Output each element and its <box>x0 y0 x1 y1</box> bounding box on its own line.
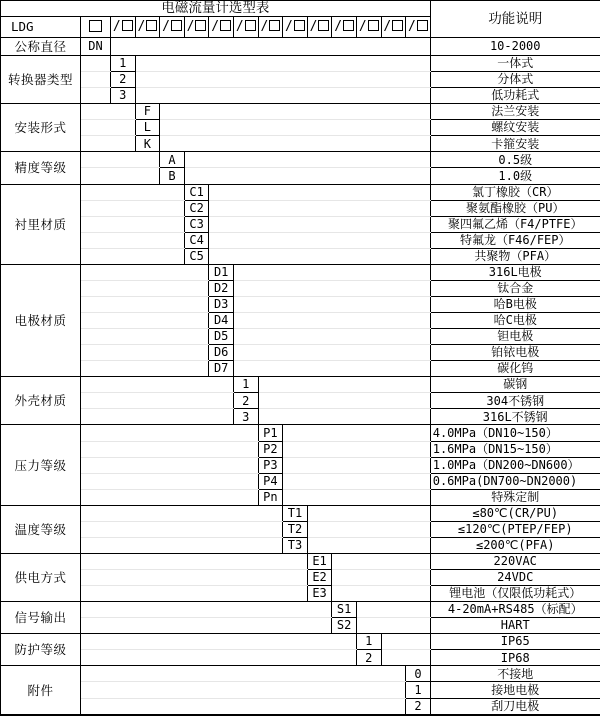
spacer-cell <box>307 521 430 537</box>
option-row <box>1 602 600 618</box>
code-slot <box>258 17 283 38</box>
function-cell: 钛合金 <box>430 280 600 296</box>
spacer-cell <box>356 602 430 618</box>
spacer-cell <box>135 72 430 88</box>
option-row <box>1 393 600 409</box>
option-row <box>1 345 600 361</box>
spacer-cell <box>81 553 308 569</box>
spacer-cell <box>81 682 406 698</box>
code-cell: P1 <box>258 425 283 441</box>
code-cell: 0 <box>406 666 431 682</box>
spacer-cell <box>258 377 430 393</box>
spacer-cell <box>160 104 431 120</box>
code-slot <box>135 17 160 38</box>
code-cell: C3 <box>184 216 209 232</box>
function-cell: 4-20mA+RS485（标配） <box>430 602 600 618</box>
category-label: 压力等级 <box>1 425 81 505</box>
option-row <box>1 457 600 473</box>
category-label: 外壳材质 <box>1 377 81 425</box>
function-cell: 螺纹安装 <box>430 120 600 136</box>
option-row <box>1 152 600 168</box>
spacer-cell <box>81 329 209 345</box>
code-slot <box>233 17 258 38</box>
option-row <box>1 441 600 457</box>
spacer-cell <box>81 505 283 521</box>
slash-separator: / <box>408 19 416 35</box>
spacer-cell <box>233 280 430 296</box>
category-label: 防护等级 <box>1 634 81 666</box>
code-box-icon <box>294 20 305 31</box>
slash-separator: / <box>112 19 121 35</box>
function-cell: 哈B电极 <box>430 296 600 312</box>
code-slot <box>160 17 185 38</box>
category-label: 附件 <box>1 666 81 715</box>
option-row <box>1 184 600 200</box>
code-cell: S1 <box>332 602 357 618</box>
spacer-cell <box>233 264 430 280</box>
code-box-icon <box>392 20 403 31</box>
spacer-cell <box>381 634 430 650</box>
code-cell: D5 <box>209 329 234 345</box>
option-row <box>1 586 600 602</box>
option-row <box>1 634 600 650</box>
spacer-cell <box>381 650 430 666</box>
diameter-row <box>1 38 600 56</box>
option-row <box>1 505 600 521</box>
code-cell: P2 <box>258 441 283 457</box>
spacer-cell <box>81 586 308 602</box>
code-box-icon <box>122 20 133 31</box>
spacer-cell <box>81 88 111 104</box>
code-cell: L <box>135 120 160 136</box>
option-row <box>1 216 600 232</box>
function-cell: 1.0MPa（DN200~DN600） <box>430 457 600 473</box>
code-cell: D1 <box>209 264 234 280</box>
code-slot <box>184 17 209 38</box>
option-row <box>1 264 600 280</box>
option-row <box>1 72 600 88</box>
code-cell: 1 <box>406 682 431 698</box>
code-cell: 1 <box>233 377 258 393</box>
option-row <box>1 280 600 296</box>
function-cell: ≤80℃(CR/PU) <box>430 505 600 521</box>
function-cell: 不接地 <box>430 666 600 682</box>
code-cell: C5 <box>184 248 209 264</box>
code-box-icon <box>171 20 182 31</box>
spacer-cell <box>81 200 185 216</box>
code-cell: F <box>135 104 160 120</box>
spacer-cell <box>81 393 234 409</box>
spacer-cell <box>283 457 431 473</box>
option-row <box>1 521 600 537</box>
spacer-cell <box>81 521 283 537</box>
function-cell: IP65 <box>430 634 600 650</box>
slash-separator: / <box>260 19 269 35</box>
code-cell: P3 <box>258 457 283 473</box>
category-label: 供电方式 <box>1 553 81 601</box>
function-cell: 316L电极 <box>430 264 600 280</box>
spacer-cell <box>209 216 430 232</box>
model-prefix: LDG <box>1 17 81 38</box>
code-slot <box>356 17 381 38</box>
spacer-cell <box>81 361 209 377</box>
function-column-header: 功能说明 <box>430 1 600 38</box>
slash-separator: / <box>186 19 195 35</box>
slash-separator: / <box>211 19 220 35</box>
option-row <box>1 537 600 553</box>
category-label: 信号输出 <box>1 602 81 634</box>
spacer-cell <box>307 505 430 521</box>
code-cell: 2 <box>356 650 381 666</box>
function-cell: 4.0MPa（DN10~150） <box>430 425 600 441</box>
spacer-cell <box>209 200 430 216</box>
spacer-cell <box>184 152 430 168</box>
function-cell: 共聚物（PFA） <box>430 248 600 264</box>
spacer-cell <box>81 104 136 120</box>
option-row <box>1 425 600 441</box>
option-row <box>1 682 600 698</box>
function-cell: 氯丁橡胶（CR） <box>430 184 600 200</box>
spacer-cell <box>81 152 160 168</box>
code-cell: D6 <box>209 345 234 361</box>
spacer-cell <box>81 441 259 457</box>
option-row <box>1 570 600 586</box>
spacer-cell <box>283 441 431 457</box>
function-cell: IP68 <box>430 650 600 666</box>
spacer-cell <box>81 409 234 425</box>
function-cell: 钽电极 <box>430 329 600 345</box>
category-label: 衬里材质 <box>1 184 81 264</box>
function-cell: 10-2000 <box>430 38 600 56</box>
function-cell: ≤200℃(PFA) <box>430 537 600 553</box>
category-label: 公称直径 <box>1 38 81 56</box>
code-cell: E2 <box>307 570 332 586</box>
spacer-cell <box>81 537 283 553</box>
spacer-cell <box>160 120 431 136</box>
function-cell: 220VAC <box>430 553 600 569</box>
spacer-cell <box>332 553 430 569</box>
option-row <box>1 473 600 489</box>
slash-separator: / <box>162 19 170 35</box>
spacer-cell <box>135 88 430 104</box>
code-cell: D2 <box>209 280 234 296</box>
page-title: 电磁流量计选型表 <box>1 1 431 17</box>
code-cell: A <box>160 152 185 168</box>
code-slot <box>283 17 308 38</box>
function-cell: 聚氨酯橡胶（PU） <box>430 200 600 216</box>
function-cell: 304不锈钢 <box>430 393 600 409</box>
function-cell: 法兰安装 <box>430 104 600 120</box>
option-row <box>1 361 600 377</box>
spacer-cell <box>81 184 185 200</box>
function-cell: ≤120℃(PTEP/FEP) <box>430 521 600 537</box>
code-cell: B <box>160 168 185 184</box>
code-cell: T2 <box>283 521 308 537</box>
code-cell: T3 <box>283 537 308 553</box>
spacer-cell <box>233 361 430 377</box>
spacer-cell <box>81 425 259 441</box>
code-slot <box>406 17 431 38</box>
function-cell: 碳钢 <box>430 377 600 393</box>
option-row <box>1 329 600 345</box>
spacer-cell <box>81 345 209 361</box>
option-row <box>1 248 600 264</box>
slash-separator: / <box>383 19 392 35</box>
function-cell: 刮刀电极 <box>430 698 600 715</box>
spacer-cell <box>209 232 430 248</box>
function-cell: 碳化钨 <box>430 361 600 377</box>
option-row <box>1 377 600 393</box>
code-slot <box>381 17 406 38</box>
code-cell: C2 <box>184 200 209 216</box>
spacer-cell <box>209 248 430 264</box>
option-row <box>1 698 600 715</box>
spacer-cell <box>81 248 185 264</box>
code-box-icon <box>343 20 354 31</box>
code-cell: C4 <box>184 232 209 248</box>
code-slot <box>332 17 357 38</box>
option-row <box>1 232 600 248</box>
spacer-cell <box>209 184 430 200</box>
code-slot <box>209 17 234 38</box>
option-row <box>1 200 600 216</box>
spacer-cell <box>332 570 430 586</box>
spacer-cell <box>81 168 160 184</box>
spacer-cell <box>81 280 209 296</box>
option-row <box>1 618 600 634</box>
spacer-cell <box>81 377 234 393</box>
code-cell: D7 <box>209 361 234 377</box>
spacer-cell <box>81 232 185 248</box>
code-box-icon <box>269 20 280 31</box>
function-cell: 低功耗式 <box>430 88 600 104</box>
code-cell: E3 <box>307 586 332 602</box>
function-cell: 一体式 <box>430 56 600 72</box>
spacer-cell <box>283 425 431 441</box>
spacer-cell <box>81 120 136 136</box>
spacer-cell <box>233 313 430 329</box>
code-box-icon <box>417 20 428 31</box>
spacer-cell <box>81 489 259 505</box>
function-cell: 聚四氟乙烯（F4/PTFE） <box>430 216 600 232</box>
code-slot <box>111 17 136 38</box>
slash-separator: / <box>309 19 318 35</box>
code-box-icon <box>195 20 206 31</box>
spacer-cell <box>283 473 431 489</box>
category-label: 转换器类型 <box>1 56 81 104</box>
spacer-cell <box>283 489 431 505</box>
option-row <box>1 104 600 120</box>
prefix-code-slot <box>81 17 111 38</box>
code-cell: 2 <box>233 393 258 409</box>
option-row <box>1 409 600 425</box>
spacer-cell <box>81 698 406 715</box>
spacer-cell <box>233 345 430 361</box>
slash-separator: / <box>358 19 367 35</box>
code-cell: Pn <box>258 489 283 505</box>
spacer-cell <box>81 56 111 72</box>
spacer-cell <box>356 618 430 634</box>
option-row <box>1 650 600 666</box>
code-cell: E1 <box>307 553 332 569</box>
category-label: 安装形式 <box>1 104 81 152</box>
spacer-cell <box>258 393 430 409</box>
spacer-cell <box>81 650 357 666</box>
spacer-cell <box>81 473 259 489</box>
slash-separator: / <box>334 19 343 35</box>
function-cell: 1.6MPa（DN15~150） <box>430 441 600 457</box>
function-cell: 24VDC <box>430 570 600 586</box>
option-row <box>1 88 600 104</box>
function-cell: 分体式 <box>430 72 600 88</box>
code-cell: P4 <box>258 473 283 489</box>
code-cell: D4 <box>209 313 234 329</box>
code-cell: DN <box>81 38 111 56</box>
spacer-cell <box>81 602 332 618</box>
spacer-cell <box>160 136 431 152</box>
function-cell: 接地电极 <box>430 682 600 698</box>
function-cell: 特殊定制 <box>430 489 600 505</box>
function-cell: 铂铱电极 <box>430 345 600 361</box>
function-cell: 0.6MPa(DN700~DN2000) <box>430 473 600 489</box>
category-label: 精度等级 <box>1 152 81 184</box>
title-row <box>1 1 600 17</box>
function-cell: 特氟龙（F46/FEP） <box>430 232 600 248</box>
spacer-cell <box>81 570 308 586</box>
function-cell: 锂电池（仅限低功耗式） <box>430 586 600 602</box>
category-label: 电极材质 <box>1 264 81 376</box>
spacer-cell <box>111 38 431 56</box>
spacer-cell <box>81 72 111 88</box>
function-cell: HART <box>430 618 600 634</box>
code-box-icon <box>146 20 157 31</box>
option-row <box>1 168 600 184</box>
spacer-cell <box>81 313 209 329</box>
function-cell: 1.0级 <box>430 168 600 184</box>
option-row <box>1 313 600 329</box>
spacer-cell <box>81 666 406 682</box>
code-cell: 1 <box>356 634 381 650</box>
code-cell: T1 <box>283 505 308 521</box>
spacer-cell <box>233 329 430 345</box>
spacer-cell <box>81 136 136 152</box>
spacer-cell <box>332 586 430 602</box>
function-cell: 哈C电极 <box>430 313 600 329</box>
spacer-cell <box>81 618 332 634</box>
category-label: 温度等级 <box>1 505 81 553</box>
slash-separator: / <box>235 19 244 35</box>
slash-separator: / <box>285 19 293 35</box>
spacer-cell <box>81 634 357 650</box>
code-cell: 3 <box>111 88 136 104</box>
code-slot <box>307 17 332 38</box>
code-cell: 1 <box>111 56 136 72</box>
option-row <box>1 666 600 682</box>
option-row <box>1 136 600 152</box>
option-row <box>1 296 600 312</box>
code-box-icon <box>245 20 256 31</box>
option-row <box>1 553 600 569</box>
code-box-icon <box>318 20 329 31</box>
spacer-cell <box>81 216 185 232</box>
spacer-cell <box>81 296 209 312</box>
code-cell: D3 <box>209 296 234 312</box>
code-cell: S2 <box>332 618 357 634</box>
spacer-cell <box>81 457 259 473</box>
spacer-cell <box>233 296 430 312</box>
code-box-icon <box>89 20 102 32</box>
spacer-cell <box>81 264 209 280</box>
spacer-cell <box>307 537 430 553</box>
code-cell: C1 <box>184 184 209 200</box>
option-row <box>1 120 600 136</box>
function-cell: 卡箍安装 <box>430 136 600 152</box>
code-cell: K <box>135 136 160 152</box>
code-cell: 2 <box>111 72 136 88</box>
function-cell: 0.5级 <box>430 152 600 168</box>
code-cell: 2 <box>406 698 431 715</box>
code-box-icon <box>368 20 379 31</box>
code-cell: 3 <box>233 409 258 425</box>
function-cell: 316L不锈钢 <box>430 409 600 425</box>
spacer-cell <box>258 409 430 425</box>
code-box-icon <box>220 20 231 31</box>
option-row <box>1 489 600 505</box>
spacer-cell <box>184 168 430 184</box>
spacer-cell <box>135 56 430 72</box>
option-row <box>1 56 600 72</box>
slash-separator: / <box>137 19 146 35</box>
